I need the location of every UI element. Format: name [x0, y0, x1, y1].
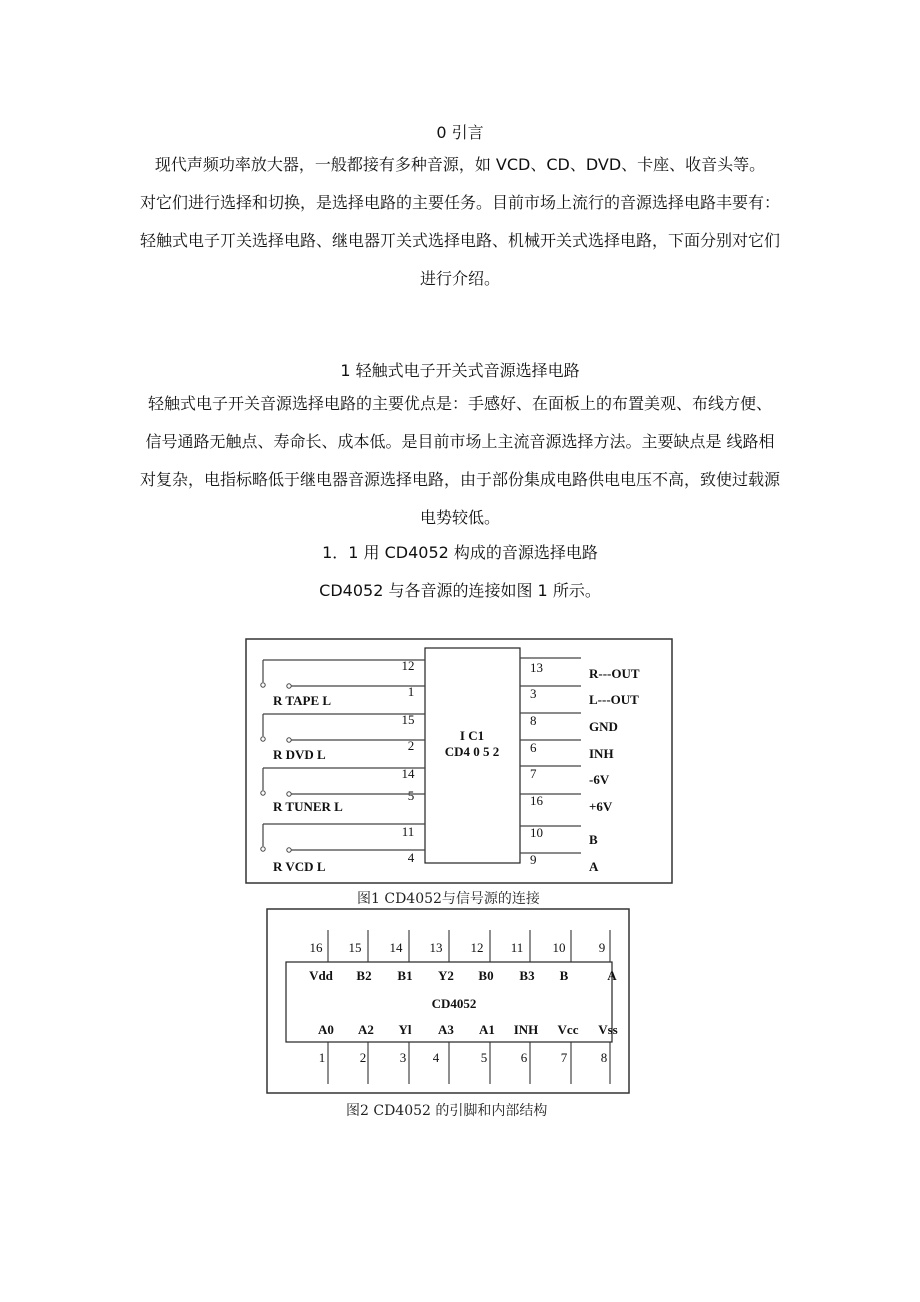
pin-number: 7 [530, 766, 537, 781]
pin-name: A [607, 968, 617, 983]
source-label: R VCD L [273, 859, 326, 874]
output-label: L---OUT [589, 692, 639, 707]
chip-name: CD4052 [431, 996, 477, 1011]
pin-number: 10 [530, 825, 543, 840]
section1-line: 信号通路无触点、寿命长、成本低。是目前市场上主流音源选择方法。主要缺点是 线路相 [145, 432, 775, 451]
pin-name: A2 [358, 1022, 374, 1037]
section1-line: 轻触式电子开关音源选择电路的主要优点是：手感好、在面板上的布置美观、布线方便、 [147, 394, 772, 413]
pin-number: 12 [401, 658, 415, 673]
ic1-part: CD4 0 5 2 [444, 744, 500, 759]
intro-heading: 0 引言 [436, 123, 484, 142]
pin-number: 13 [530, 660, 543, 675]
figure1-circuit [245, 638, 673, 886]
pin-name: B2 [356, 968, 372, 983]
pin-name: Vdd [309, 968, 333, 983]
pin-number: 3 [530, 686, 537, 701]
pin-number: 1 [318, 1050, 326, 1065]
figure2-pinout [266, 908, 632, 1096]
pin-name: A1 [479, 1022, 495, 1037]
intro-line: 现代声频功率放大器，一般都接有多种音源，如 VCD、CD、DVD、卡座、收音头等。 [154, 155, 766, 174]
pin-name: INH [513, 1022, 539, 1037]
pin-name: B3 [519, 968, 535, 983]
pin-number: 16 [530, 793, 543, 808]
pin-number: 14 [401, 766, 415, 781]
output-label: R---OUT [589, 666, 640, 681]
pin-number: 9 [530, 852, 537, 867]
pin-name: B1 [397, 968, 413, 983]
figure-reference-text: CD4052 与各音源的连接如图 1 所示。 [319, 581, 601, 600]
intro-line: 轻触式电子丌关选择电路、继电器丌关式选择电路、机械开关式选择电路，下面分别对它们 [139, 231, 780, 250]
pin-number: 8 [530, 713, 537, 728]
intro-line: 对它们进行选择和切换，是选择电路的主要任务。目前市场上流行的音源选择电路丰要有： [139, 193, 780, 212]
source-dvd-wiring [261, 714, 425, 742]
source-label: R TUNER L [273, 799, 343, 814]
pin-number: 1 [407, 684, 415, 699]
output-label: +6V [589, 799, 613, 814]
section1-line: 电势较低。 [419, 508, 500, 527]
source-tape-wiring [261, 660, 425, 688]
pin-number: 7 [560, 1050, 568, 1065]
pin-number: 14 [389, 940, 403, 955]
pin-number: 10 [552, 940, 566, 955]
pin-name: Yl [398, 1022, 412, 1037]
pin-name: Vss [598, 1022, 618, 1037]
pin-number: 8 [600, 1050, 608, 1065]
bottom-pin-leads [328, 1042, 610, 1084]
pin-name: Vcc [557, 1022, 579, 1037]
source-label: R DVD L [273, 747, 326, 762]
pin-number: 5 [407, 788, 415, 803]
source-tuner-wiring [261, 768, 425, 796]
pin-number: 3 [399, 1050, 407, 1065]
pin-name: A3 [438, 1022, 454, 1037]
pin-number: 6 [520, 1050, 528, 1065]
figure1-caption: 图1 CD4052与信号源的连接 [357, 891, 540, 907]
pin-number: 2 [407, 738, 415, 753]
pin-number: 12 [470, 940, 484, 955]
intro-line: 进行介绍。 [419, 269, 500, 288]
pin-name: B0 [478, 968, 494, 983]
source-label: R TAPE L [273, 693, 332, 708]
section1-paragraph [130, 385, 790, 537]
pin-number: 4 [407, 850, 415, 865]
pin-number: 16 [309, 940, 323, 955]
top-pin-leads [328, 930, 610, 962]
output-label: B [589, 832, 598, 847]
pin-number: 11 [401, 824, 415, 839]
figure2-caption: 图2 CD4052 的引脚和内部结构 [346, 1103, 548, 1119]
source-vcd-wiring [261, 824, 425, 852]
section1-line: 对复杂，电指标略低于继电器音源选择电路，由于部份集成电路供电电压不高，致使过载源 [139, 470, 780, 489]
pin-number: 5 [480, 1050, 488, 1065]
output-label: A [589, 859, 599, 874]
pin-number: 11 [510, 940, 524, 955]
intro-paragraph [130, 146, 790, 298]
pin-number: 6 [530, 740, 537, 755]
pin-name: B [559, 968, 569, 983]
pin-number: 13 [429, 940, 443, 955]
pin-number: 15 [348, 940, 362, 955]
ic1-label: I C1 [459, 728, 485, 743]
pin-number: 15 [401, 712, 415, 727]
pin-number: 9 [598, 940, 606, 955]
output-label: INH [589, 746, 614, 761]
pin-name: A0 [318, 1022, 334, 1037]
pin-name: Y2 [438, 968, 454, 983]
pin-number: 2 [359, 1050, 367, 1065]
pin-number: 4 [432, 1050, 440, 1065]
output-label: GND [589, 719, 618, 734]
subsection-heading: 1．1 用 CD4052 构成的音源选择电路 [322, 543, 598, 562]
output-label: -6V [589, 772, 610, 787]
section1-heading: 1 轻触式电子开关式音源选择电路 [340, 361, 580, 380]
